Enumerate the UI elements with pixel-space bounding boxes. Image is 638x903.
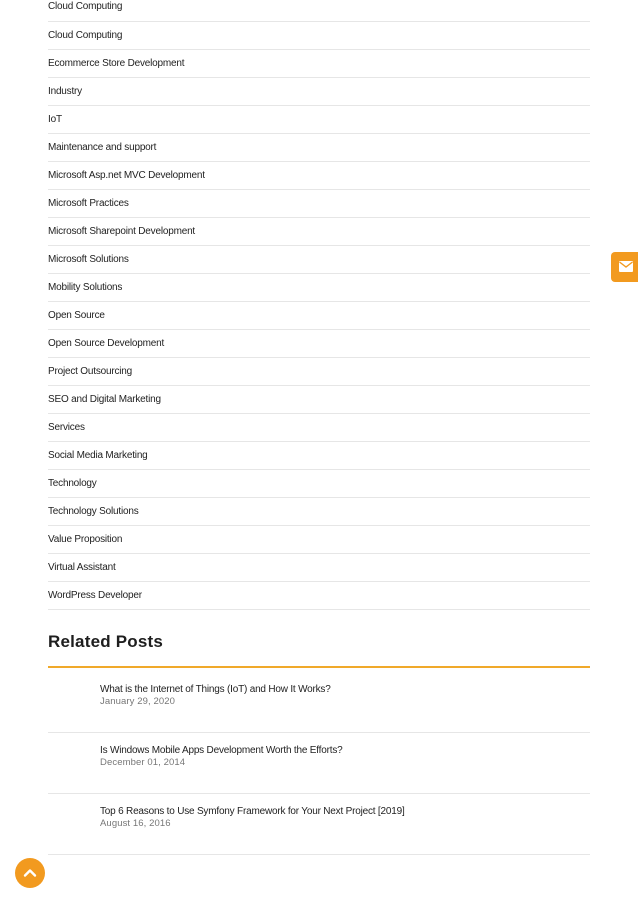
category-item[interactable]: IoT: [48, 106, 590, 134]
category-item[interactable]: Virtual Assistant: [48, 554, 590, 582]
related-post-date: January 29, 2020: [100, 696, 176, 707]
related-post-item: [48, 672, 590, 733]
category-list: [48, 0, 590, 610]
category-item[interactable]: Microsoft Solutions: [48, 246, 590, 274]
category-item[interactable]: Value Proposition: [48, 526, 590, 554]
category-item[interactable]: Technology: [48, 470, 590, 498]
related-post-title[interactable]: What is the Internet of Things (IoT) and How It Works?: [100, 684, 331, 695]
category-item[interactable]: Open Source: [48, 302, 590, 330]
category-item[interactable]: Project Outsourcing: [48, 358, 590, 386]
category-item[interactable]: Ecommerce Store Development: [48, 50, 590, 78]
category-item[interactable]: Industry: [48, 78, 590, 106]
related-post-title[interactable]: Top 6 Reasons to Use Symfony Framework for Your Next Project [2019]: [100, 806, 405, 817]
related-post-date: December 01, 2014: [100, 757, 186, 768]
category-item[interactable]: Services: [48, 414, 590, 442]
related-posts-heading: Related Posts: [48, 632, 164, 651]
related-post-item: [48, 733, 590, 794]
envelope-icon: [619, 261, 633, 272]
related-post-item: [48, 794, 590, 855]
category-item[interactable]: Open Source Development: [48, 330, 590, 358]
related-post-title[interactable]: Is Windows Mobile Apps Development Worth the Efforts?: [100, 745, 343, 756]
chevron-up-icon: [23, 866, 37, 880]
category-item[interactable]: Maintenance and support: [48, 134, 590, 162]
category-item[interactable]: Microsoft Sharepoint Development: [48, 218, 590, 246]
category-item[interactable]: Microsoft Asp.net MVC Development: [48, 162, 590, 190]
category-item[interactable]: WordPress Developer: [48, 582, 590, 610]
related-posts-divider: [48, 666, 590, 668]
related-post-date: August 16, 2016: [100, 818, 171, 829]
category-item[interactable]: Mobility Solutions: [48, 274, 590, 302]
category-item[interactable]: Cloud Computing: [48, 22, 590, 50]
category-item[interactable]: Technology Solutions: [48, 498, 590, 526]
contact-mail-button[interactable]: [611, 252, 638, 282]
category-item[interactable]: Microsoft Practices: [48, 190, 590, 218]
category-item[interactable]: Cloud Computing: [48, 0, 590, 22]
category-item[interactable]: Social Media Marketing: [48, 442, 590, 470]
back-to-top-button[interactable]: [15, 858, 45, 888]
category-item[interactable]: SEO and Digital Marketing: [48, 386, 590, 414]
